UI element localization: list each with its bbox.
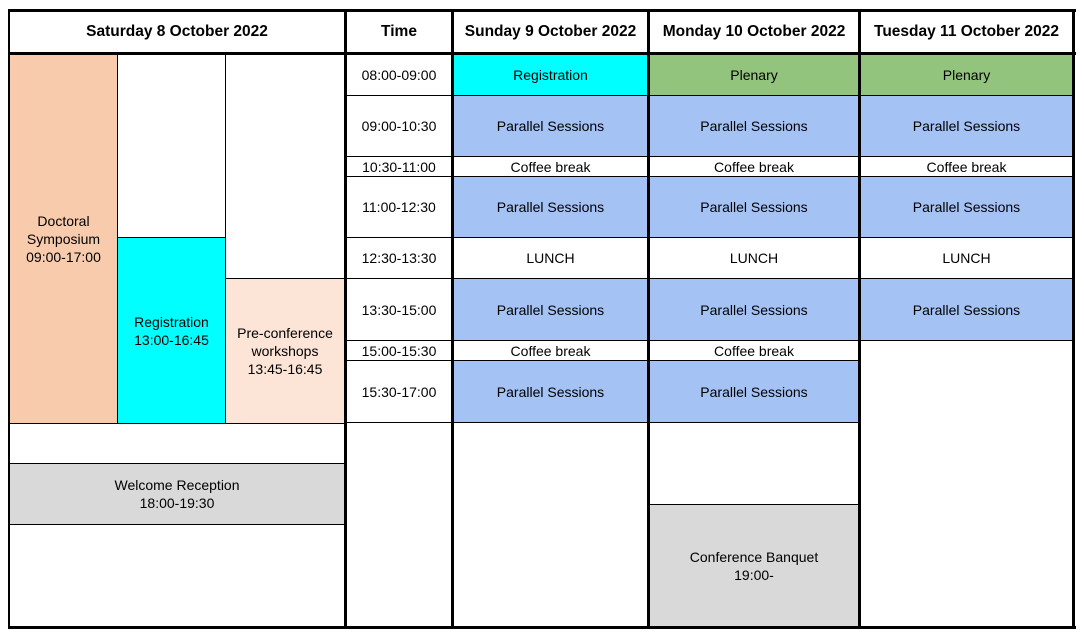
doctoral-line-2: Symposium (26, 231, 101, 247)
monday-session-cell: Parallel Sessions (650, 279, 858, 340)
row-line (347, 176, 858, 177)
doctoral-line-3: 09:00-17:00 (26, 249, 101, 265)
border-right (1072, 9, 1075, 629)
tuesday-session-cell: Parallel Sessions (861, 177, 1072, 237)
saturday-registration-cell (118, 238, 225, 423)
line-sat-3 (118, 237, 225, 238)
header-monday: Monday 10 October 2022 (662, 23, 846, 40)
banquet-line-2: 19:00- (734, 566, 774, 583)
line-sat-4 (226, 278, 344, 279)
row-line (347, 95, 858, 96)
row-line (347, 278, 858, 279)
border-time-sunday (451, 9, 454, 629)
line-sat-6 (10, 463, 344, 464)
time-slot: 11:00-12:30 (362, 199, 436, 215)
row-line (347, 237, 858, 238)
header-sunday: Sunday 9 October 2022 (464, 23, 637, 40)
border-monday-tuesday (858, 9, 861, 629)
workshops-line-3: 13:45-16:45 (247, 361, 323, 377)
doctoral-symposium-cell (10, 55, 117, 423)
line-sat-5 (10, 423, 344, 424)
welcome-reception-cell (10, 464, 344, 524)
line-sat-2 (225, 55, 226, 423)
monday-plenary-cell: Plenary (650, 55, 858, 95)
row-line (861, 95, 1072, 96)
border-bottom (8, 626, 1076, 629)
time-slot: 15:00-15:30 (361, 342, 437, 359)
tuesday-coffee-cell: Coffee break (926, 158, 1007, 175)
workshops-line-2: workshops (251, 343, 319, 359)
sat-registration-line-1: Registration (134, 313, 209, 330)
time-slot: 12:30-13:30 (361, 250, 437, 266)
monday-lunch-cell: LUNCH (729, 250, 779, 266)
saturday-empty-cell (118, 55, 225, 237)
time-slot: 09:00-10:30 (361, 118, 437, 134)
row-line (861, 278, 1072, 279)
border-sunday-monday (647, 9, 650, 629)
row-line-banquet (650, 504, 858, 505)
reception-line-2: 18:00-19:30 (139, 495, 215, 511)
tuesday-session-cell: Parallel Sessions (861, 279, 1072, 340)
border-top (8, 9, 1076, 12)
preconference-workshops-cell (226, 279, 344, 423)
border-left (8, 9, 10, 629)
row-line (861, 176, 1072, 177)
sunday-registration-cell: Registration (454, 55, 647, 95)
time-slot: 13:30-15:00 (361, 301, 437, 318)
row-line (347, 156, 858, 157)
row-line (347, 340, 858, 341)
row-line (861, 237, 1072, 238)
border-header-bottom (8, 52, 1076, 55)
sunday-coffee-cell: Coffee break (510, 158, 591, 175)
monday-session-cell: Parallel Sessions (650, 96, 858, 156)
doctoral-line-1: Doctoral (37, 213, 90, 229)
row-line (347, 422, 858, 423)
sunday-coffee-cell: Coffee break (510, 342, 591, 359)
conference-banquet-cell (650, 505, 858, 626)
sunday-session-cell: Parallel Sessions (454, 279, 647, 340)
tuesday-plenary-cell: Plenary (861, 55, 1072, 95)
time-slot: 15:30-17:00 (361, 383, 437, 400)
monday-coffee-cell: Coffee break (714, 342, 794, 359)
border-saturday-time (344, 9, 347, 629)
time-slot: 08:00-09:00 (361, 67, 437, 83)
monday-session-cell: Parallel Sessions (650, 177, 858, 237)
monday-session-cell: Parallel Sessions (650, 361, 858, 422)
tuesday-session-cell: Parallel Sessions (861, 96, 1072, 156)
sunday-session-cell: Parallel Sessions (454, 177, 647, 237)
sunday-lunch-cell: LUNCH (526, 250, 575, 266)
header-time: Time (381, 23, 417, 40)
line-sat-1 (117, 55, 118, 423)
banquet-line-1: Conference Banquet (689, 548, 819, 565)
time-slot: 10:30-11:00 (362, 158, 436, 175)
monday-coffee-cell: Coffee break (714, 158, 794, 175)
tuesday-lunch-cell: LUNCH (942, 250, 991, 266)
reception-line-1: Welcome Reception (114, 477, 240, 493)
row-line (861, 156, 1072, 157)
sat-registration-line-2: 13:00-16:45 (134, 331, 209, 348)
sunday-session-cell: Parallel Sessions (454, 361, 647, 422)
workshops-line-1: Pre-conference (237, 325, 333, 341)
line-sat-7 (10, 524, 344, 525)
header-tuesday: Tuesday 11 October 2022 (874, 23, 1059, 40)
row-line (861, 340, 1072, 341)
header-saturday: Saturday 8 October 2022 (86, 23, 268, 40)
sunday-session-cell: Parallel Sessions (454, 96, 647, 156)
row-line (347, 360, 858, 361)
